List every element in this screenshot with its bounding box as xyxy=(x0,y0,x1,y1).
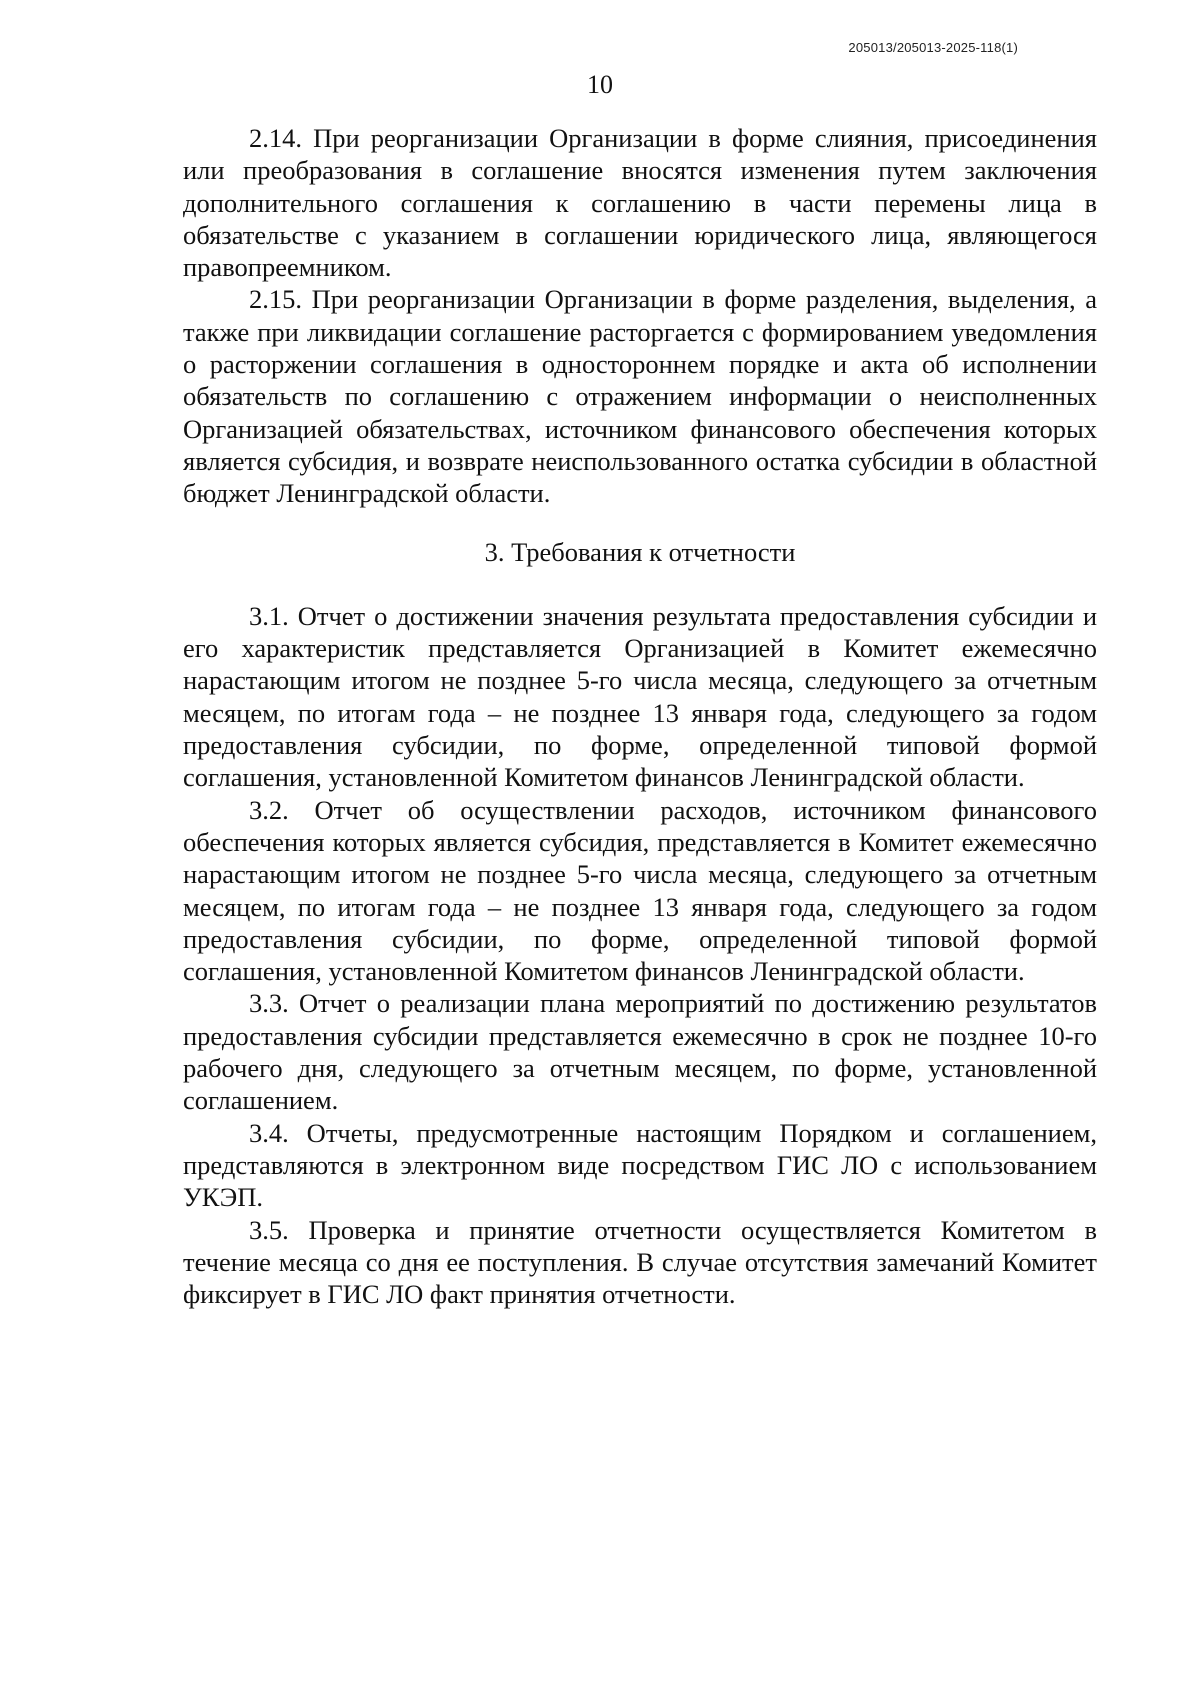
paragraph-3-4: 3.4. Отчеты, предусмотренные настоящим Порядком и соглашением, представляются в электронном виде посредством ГИС ЛО с использованием УКЭП. xyxy=(183,1117,1097,1213)
paragraph-3-1: 3.1. Отчет о достижении значения результата предоставления субсидии и его характеристик представляется Организацией в Комитет ежемесячно нарастающим итогом не позднее 5-го числа месяца, следующего за отчетным месяцем, по итогам года – не позднее 13 января года, следующего за годом предоставления субсидии, по форме, определенной типовой формой соглашения, установленной Комитетом финансов Ленинградской области. xyxy=(183,600,1097,793)
section-3-heading: 3. Требования к отчетности xyxy=(484,536,796,567)
paragraph-3-5: 3.5. Проверка и принятие отчетности осуществляется Комитетом в течение месяца со дня ее поступления. В случае отсутствия замечаний Комитет фиксирует в ГИС ЛО факт принятия отчетности. xyxy=(183,1214,1097,1310)
paragraph-3-3: 3.3. Отчет о реализации плана мероприятий по достижению результатов предоставления субсидии представляется ежемесячно в срок не позднее 10-го рабочего дня, следующего за отчетным месяцем, по форме, установленной соглашением. xyxy=(183,988,1097,1116)
document-body xyxy=(183,122,1097,1310)
page-number: 10 xyxy=(587,70,613,99)
paragraph-2-15: 2.15. При реорганизации Организации в форме разделения, выделения, а также при ликвидации соглашение расторгается с формированием уведомления о расторжении соглашения в одностороннем порядке и акта об исполнении обязательств по соглашению с отражением информации о неисполненных Организацией обязательствах, источником финансового обеспечения которых является субсидия, и возврате неиспользованного остатка субсидии в областной бюджет Ленинградской области. xyxy=(183,284,1097,509)
paragraph-3-2: 3.2. Отчет об осуществлении расходов, источником финансового обеспечения которых является субсидия, представляется в Комитет ежемесячно нарастающим итогом не позднее 5-го числа месяца, следующего за отчетным месяцем, по итогам года – не позднее 13 января года, следующего за годом предоставления субсидии, по форме, определенной типовой формой соглашения, установленной Комитетом финансов Ленинградской области. xyxy=(183,794,1097,987)
document-id: 205013/205013-2025-118(1) xyxy=(848,40,1018,55)
paragraph-2-14: 2.14. При реорганизации Организации в форме слияния, присоединения или преобразования в соглашение вносятся изменения путем заключения дополнительного соглашения к соглашению в части перемены лица в обязательстве с указанием в соглашении юридического лица, являющегося правопреемником. xyxy=(183,123,1097,283)
